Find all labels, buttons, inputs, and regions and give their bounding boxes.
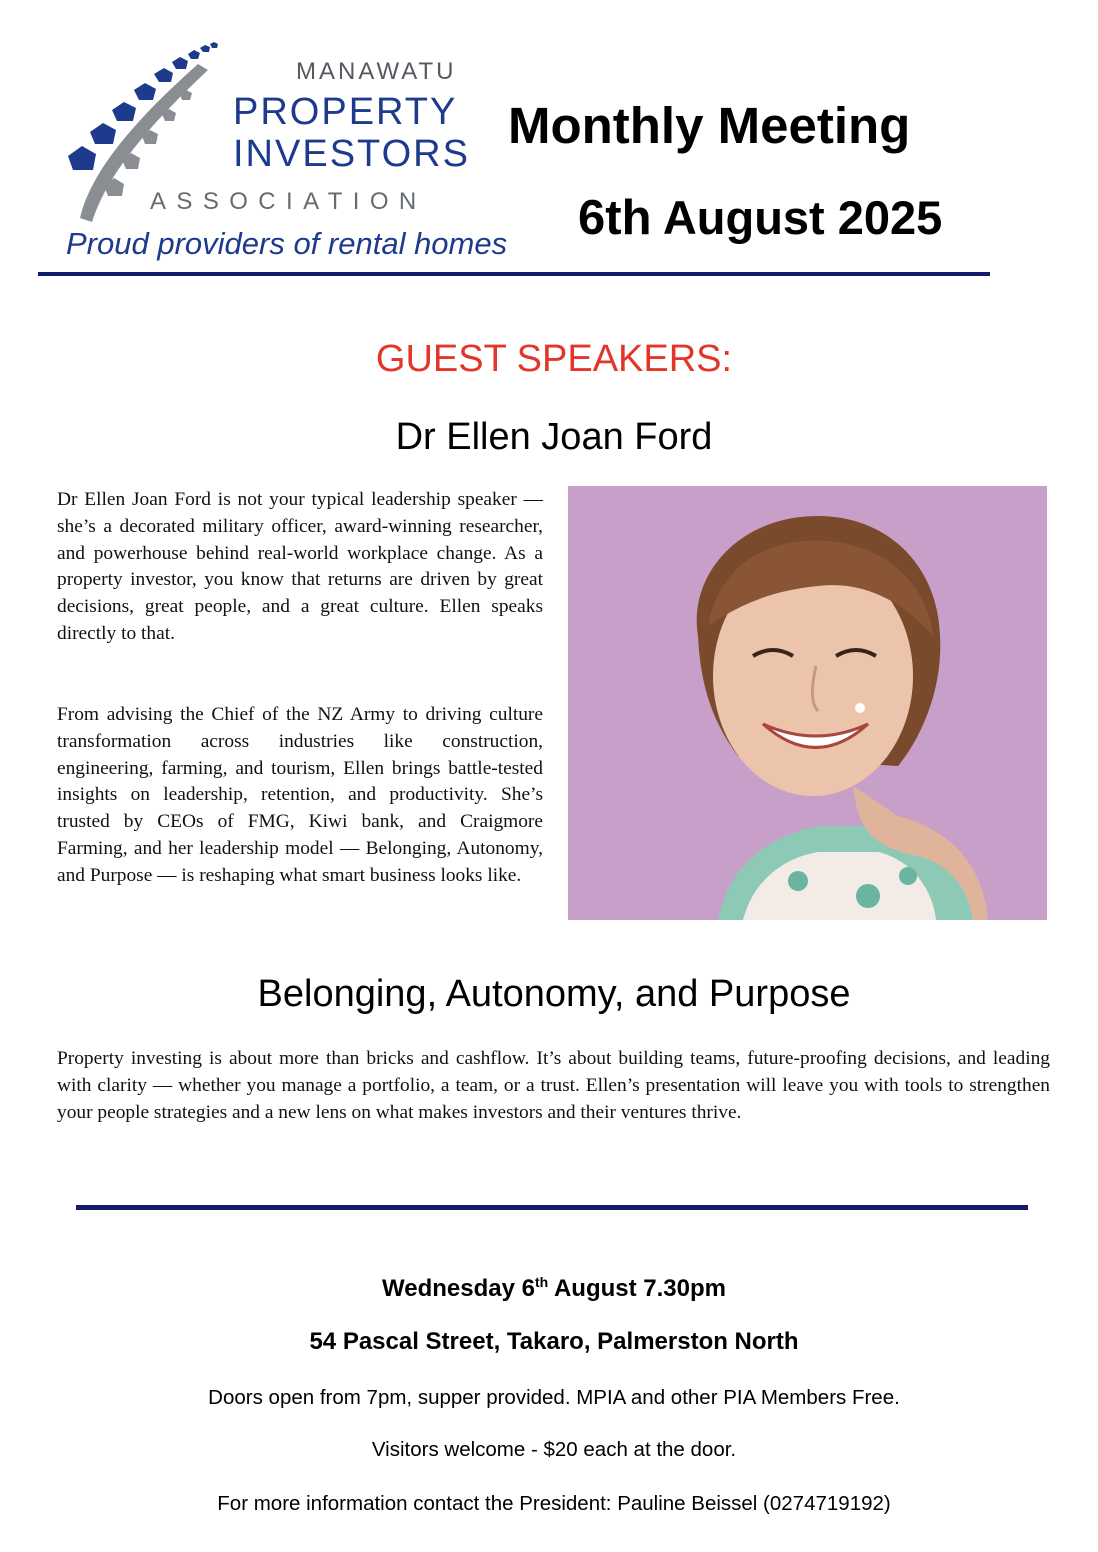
header-divider	[38, 272, 990, 276]
meeting-date-month-year: August 2025	[662, 191, 943, 244]
event-doors-info: Doors open from 7pm, supper provided. MPIA and other PIA Members Free.	[208, 1386, 900, 1409]
event-date-rest: August 7.30pm	[548, 1275, 726, 1302]
talk-description: Property investing is about more than bricks and cashflow. It’s about building teams, future-proofing decisions, and leading with clarity — whether you manage a portfolio, a team, or a trust. Ellen’s presentation will leave you with tools to strengthen your people strategies and a new lens on what makes investors and their ventures thrive.	[57, 1048, 1050, 1123]
logo-investors-text: INVESTORS	[233, 133, 470, 175]
logo-association-text: ASSOCIATION	[150, 188, 427, 215]
event-date	[0, 1266, 1098, 1305]
logo-manawatu-text: MANAWATU	[296, 58, 457, 85]
speaker-photo	[568, 486, 1047, 920]
association-logo	[46, 36, 508, 268]
page-title: Monthly Meeting	[508, 97, 911, 154]
speaker-bio-paragraph: From advising the Chief of the NZ Army to driving culture transformation across industries like construction, engineering, farming, and tourism, Ellen brings battle-tested insights on leadership, retention, and productivity. She’s trusted by CEOs of FMG, Kiwi bank, and Craigmore Farming, and her leadership model — Belonging, Autonomy, and Purpose — is reshaping what smart business looks like.	[57, 704, 543, 886]
section-divider	[76, 1205, 1028, 1210]
event-contact-info: For more information contact the President: Pauline Beissel (0274719192)	[217, 1492, 891, 1515]
meeting-date	[578, 188, 942, 248]
speaker-bio-paragraph: Dr Ellen Joan Ford is not your typical leadership speaker — she’s a decorated military officer, award-winning researcher, and powerhouse behind real-world workplace change. As a property investor, you know that returns are driven by great decisions, great people, and a great culture. Ellen speaks directly to that.	[57, 489, 543, 644]
speaker-portrait-illustration	[568, 486, 1047, 920]
logo-property-text: PROPERTY	[233, 91, 458, 133]
event-visitors-info: Visitors welcome - $20 each at the door.	[371, 1438, 737, 1461]
talk-title: Belonging, Autonomy, and Purpose	[257, 973, 851, 1015]
speaker-name: Dr Ellen Joan Ford	[395, 416, 713, 458]
guest-speakers-heading: GUEST SPEAKERS:	[375, 338, 733, 380]
event-date-suffix: th	[534, 1274, 549, 1290]
logo-tagline: Proud providers of rental homes	[66, 226, 508, 261]
meeting-date-day: 6th	[578, 191, 652, 245]
event-address: 54 Pascal Street, Takaro, Palmerston North	[309, 1328, 799, 1355]
event-date-prefix: Wednesday 6	[382, 1275, 535, 1302]
